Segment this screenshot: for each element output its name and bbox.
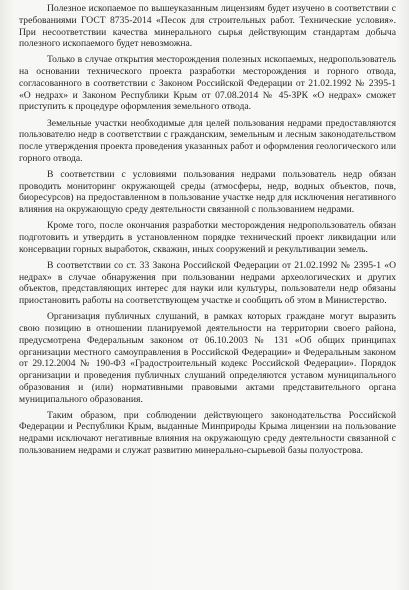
paragraph-land-plots: Земельные участки необходимые для целей пользования недрами предоставляются пользователю недр в соответствии с гражданским, земельным и лесным законодательством после утверждения проекта проведения указанных работ и оформления геологического или горного отвода. (19, 117, 396, 164)
paragraph-liquidation-project: Кроме того, после окончания разработки месторождения недропользователь обязан подготовить и утвердить в установленном порядке технический проект ликвидации или консервации горных выработок, скважин, иных сооружений и рекультивации земель. (19, 220, 396, 255)
paragraph-quality-standard: Полезное ископаемое по вышеуказанным лицензиям будет изучено в соответствии с требованиями ГОСТ 8735-2014 «Песок для строительных работ. Технические условия». При несоответствии качества минерального сырья действующим стандартам добыча полезного ископаемого будет невозможна. (19, 3, 396, 50)
paragraph-archaeological-objects: В соответствии со ст. 33 Закона Российской Федерации от 21.02.1992 № 2395-1 «О недрах» в случае обнаружения при пользовании недрами археологических и других объектов, представляющих интерес для науки или культуры, пользователи недр обязаны приостановить работы на соответствующем участке и сообщить об этом в Министерство. (19, 259, 396, 307)
paragraph-public-hearings: Организация публичных слушаний, в рамках которых граждане могут выразить свою позицию в отношении планируемой деятельности на территории своего района, предусмотрена Федеральным законом от 06.10.2003 № 131 «Об общих принципах организации местного самоуправления в Российской Федерации» и Федеральным законом от 29.12.2004 № 190-ФЗ «Градостроительный кодекс Российской Федерации». Порядок организации и проведения публичных слушаний определяются уставом муниципального образования и (или) нормативными правовыми актами представительного органа муниципального образования. (19, 311, 396, 405)
paragraph-deposit-opening: Только в случае открытия месторождения полезных ископаемых, недропользователь на основании технического проекта разработки месторождения и горного отвода, согласованного в соответствии с Законом Российской Федерации от 21.02.1992 № 2395-1 «О недрах» и Законом Республики Крым от 07.08.2014 № 45-ЗРК «О недрах» сможет приступить к процедуре оформления земельного отвода. (19, 54, 396, 113)
document-body (19, 3, 396, 461)
paragraph-conclusion: Таким образом, при соблюдении действующего законодательства Российской Федерации и Республики Крым, выданные Минприроды Крыма лицензии на пользование недрами исключают негативные влияния на окружающую среду деятельности связанной с пользованием недрами и служат развитию минерально-сырьевой базы полуострова. (19, 409, 396, 456)
paragraph-environmental-monitoring: В соответствии с условиями пользования недрами пользователь недр обязан проводить мониторинг окружающей среды (атмосферы, недр, водных объектов, почв, биоресурсов) на предоставленном в пользование участке недр для исключения негативного влияния на окружающую среду деятельности связанной с пользованием недрами. (19, 168, 396, 216)
